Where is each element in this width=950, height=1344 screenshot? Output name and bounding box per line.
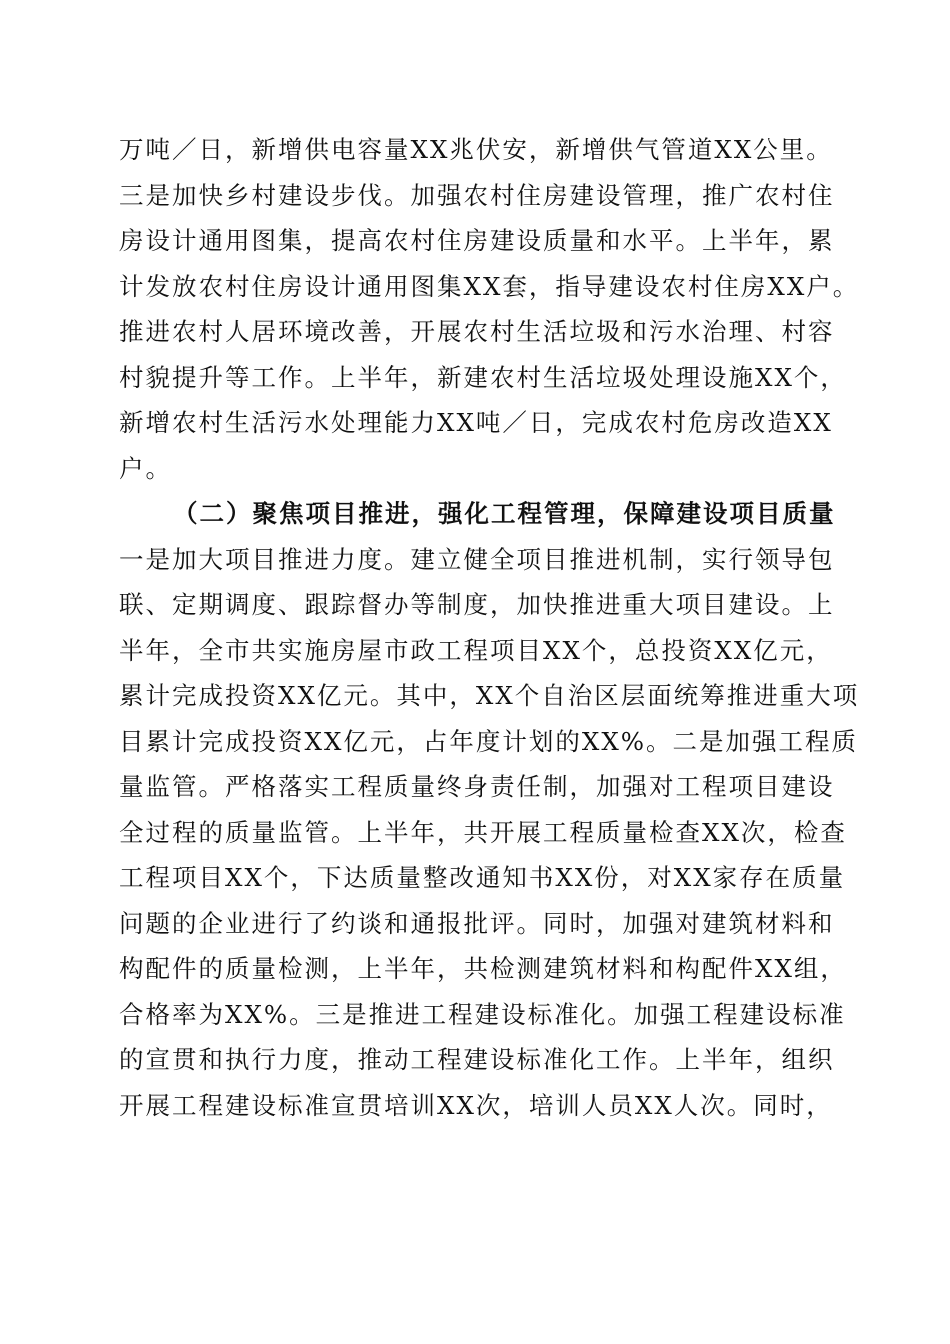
- body-line: 累计完成投资XX亿元。其中，XX个自治区层面统筹推进重大项: [119, 681, 860, 710]
- body-line: 户。: [119, 453, 172, 483]
- body-line: 万吨／日，新增供电容量XX兆伏安，新增供气管道XX公里。: [119, 135, 833, 164]
- body-line: 构配件的质量检测，上半年，共检测建筑材料和构配件XX组，: [119, 954, 847, 983]
- body-line: 新增农村生活污水处理能力XX吨／日，完成农村危房改造XX: [119, 408, 833, 437]
- body-line: 开展工程建设标准宣贯培训XX次，培训人员XX人次。同时，: [119, 1090, 833, 1120]
- body-line: 三是加快乡村建设步伐。加强农村住房建设管理，推广农村住: [119, 180, 835, 210]
- body-line: 村貌提升等工作。上半年，新建农村生活垃圾处理设施XX个，: [119, 362, 847, 392]
- body-line: 问题的企业进行了约谈和通报批评。同时，加强对建筑材料和: [119, 908, 835, 938]
- body-line: 联、定期调度、跟踪督办等制度，加快推进重大项目建设。上: [119, 590, 835, 619]
- body-line: 计发放农村住房设计通用图集XX套，指导建设农村住房XX户。: [119, 271, 860, 301]
- body-line: 推进农村人居环境改善，开展农村生活垃圾和污水治理、村容: [119, 317, 835, 346]
- section-heading: （二）聚焦项目推进，强化工程管理，保障建设项目质量: [173, 499, 836, 528]
- body-line: 半年，全市共实施房屋市政工程项目XX个，总投资XX亿元，: [119, 635, 833, 665]
- body-line: 目累计完成投资XX亿元，占年度计划的XX%。二是加强工程质: [119, 726, 859, 756]
- body-line: 房设计通用图集，提高农村住房建设质量和水平。上半年，累: [119, 226, 835, 255]
- body-line: 一是加大项目推进力度。建立健全项目推进机制，实行领导包: [119, 544, 835, 574]
- body-line: 合格率为XX%。三是推进工程建设标准化。加强工程建设标准: [119, 999, 846, 1029]
- body-line: 量监管。严格落实工程质量终身责任制，加强对工程项目建设: [119, 772, 835, 801]
- body-line: 工程项目XX个，下达质量整改通知书XX份，对XX家存在质量: [119, 863, 846, 892]
- document-body: [119, 127, 860, 1128]
- body-line: 的宣贯和执行力度，推动工程建设标准化工作。上半年，组织: [119, 1045, 835, 1074]
- body-line: 全过程的质量监管。上半年，共开展工程质量检查XX次，检查: [119, 817, 847, 847]
